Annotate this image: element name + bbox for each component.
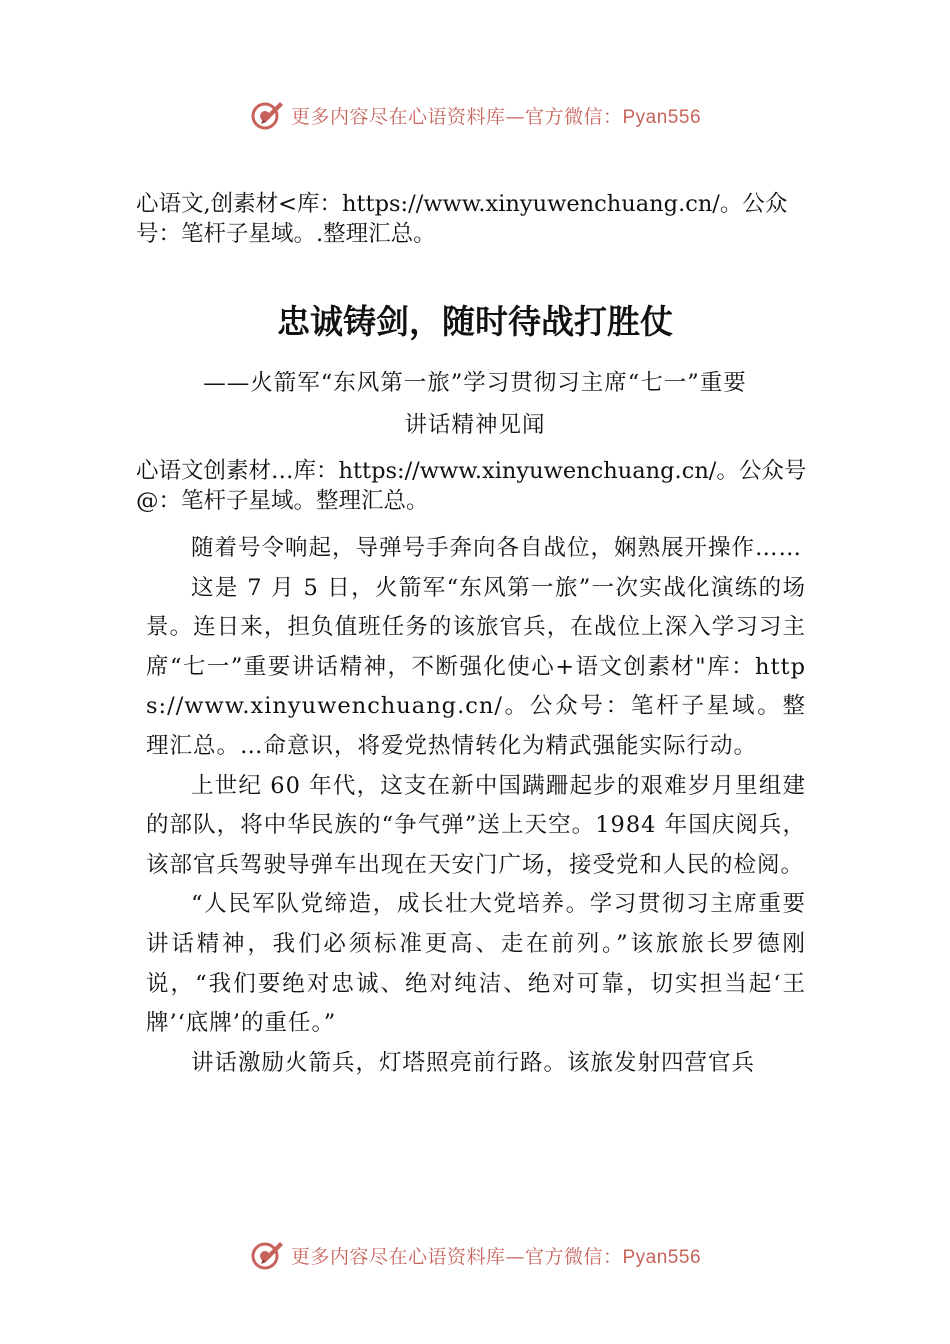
article-subtitle-line1: ——火箭军“东风第一旅”学习贯彻习主席“七一”重要 [203, 370, 747, 396]
body-paragraph: 这是 7 月 5 日，火箭军“东风第一旅”一次实战化演练的场景。连日来，担负值班任务的该旅官兵，在战位上深入学习习主席“七一”重要讲话精神，不断强化使心+语文创素材"库：https://www.xinyuwenchuang.cn/。公众号：笔杆子星域。整理汇总。…命意识，将爱党热情转化为精武强能实际行动。 [146, 574, 806, 759]
footer-watermark-banner [0, 1235, 950, 1275]
source-note-second: 心语文创素材…库：https://www.xinyuwenchuang.cn/。公众号@：笔杆子星域。整理汇总。 [136, 458, 807, 514]
watermark-wechat-id: Pyan556 [622, 1246, 702, 1268]
body-paragraph: 讲话激励火箭兵，灯塔照亮前行路。该旅发射四营官兵 [191, 1049, 756, 1076]
source-note-top: 心语文,创素材<库：https://www.xinyuwenchuang.cn/。公众号：笔杆子星域。.整理汇总。 [136, 191, 788, 247]
pen-logo-icon [249, 97, 285, 133]
watermark-label: 更多内容尽在心语资料库—官方微信： [290, 1245, 623, 1268]
body-paragraph: 随着号令响起，导弹号手奔向各自战位，娴熟展开操作…… [191, 535, 803, 561]
watermark-text [291, 102, 701, 129]
body-paragraph: “人民军队党缔造，成长壮大党培养。学习贯彻习主席重要讲话精神，我们必须标准更高、走在前列。”该旅旅长罗德刚说，“我们要绝对忠诚、绝对纯洁、绝对可靠，切实担当起‘王牌’‘底牌’的重任。” [146, 891, 806, 1037]
article-title: 忠诚铸剑，随时待战打胜仗 [277, 302, 673, 341]
watermark-text [291, 1242, 701, 1269]
article-body [146, 529, 806, 1083]
watermark-label: 更多内容尽在心语资料库—官方微信： [290, 105, 623, 128]
body-paragraph: 上世纪 60 年代，这支在新中国蹒跚起步的艰难岁月里组建的部队，将中华民族的“争气弹”送上天空。1984 年国庆阅兵，该部官兵驾驶导弹车出现在天安门广场，接受党和人民的检阅。 [146, 772, 806, 878]
header-watermark-banner [0, 95, 950, 135]
article-subtitle-line2: 讲话精神见闻 [404, 412, 546, 438]
pen-logo-icon [249, 1237, 285, 1273]
watermark-wechat-id: Pyan556 [622, 106, 702, 128]
